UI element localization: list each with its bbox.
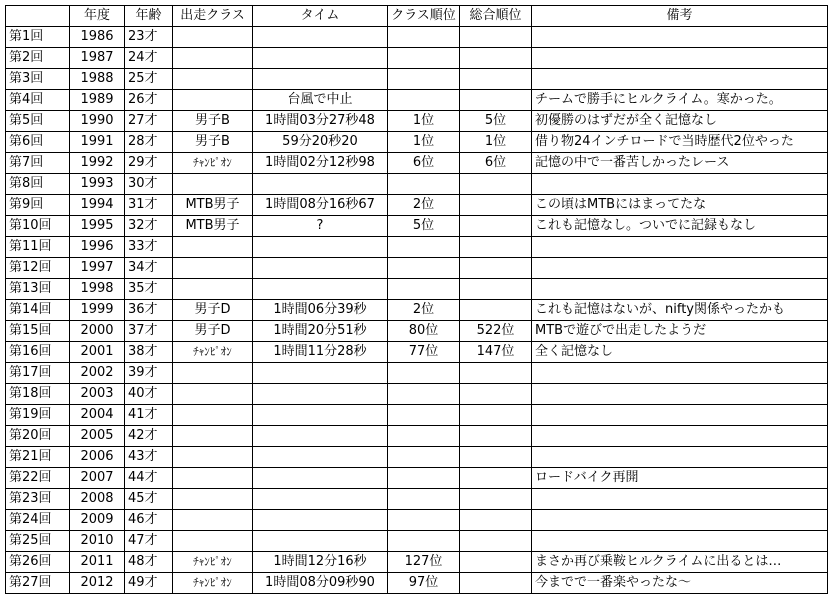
- edition-cell: 第21回: [6, 447, 70, 468]
- year-cell: 2010: [70, 531, 125, 552]
- time-cell: [253, 489, 388, 510]
- year-cell: 2008: [70, 489, 125, 510]
- class-rank-cell: [388, 258, 460, 279]
- overall-rank-cell: [460, 174, 532, 195]
- class-cell: ﾁｬﾝﾋﾟｵﾝ: [173, 153, 253, 174]
- overall-rank-cell: [460, 90, 532, 111]
- time-cell: 59分20秒20: [253, 132, 388, 153]
- age-cell: 31才: [125, 195, 173, 216]
- overall-rank-cell: [460, 573, 532, 594]
- notes-cell: [532, 69, 828, 90]
- year-cell: 2005: [70, 426, 125, 447]
- notes-cell: 初優勝のはずだが全く記憶なし: [532, 111, 828, 132]
- edition-cell: 第24回: [6, 510, 70, 531]
- age-cell: 49才: [125, 573, 173, 594]
- class-cell: [173, 426, 253, 447]
- overall-rank-cell: [460, 195, 532, 216]
- edition-cell: 第12回: [6, 258, 70, 279]
- overall-rank-cell: [460, 258, 532, 279]
- table-row: [6, 447, 828, 468]
- year-cell: 1995: [70, 216, 125, 237]
- edition-cell: 第15回: [6, 321, 70, 342]
- age-cell: 32才: [125, 216, 173, 237]
- class-rank-header: クラス順位: [388, 6, 460, 27]
- time-cell: [253, 174, 388, 195]
- time-cell: [253, 384, 388, 405]
- notes-cell: ロードバイク再開: [532, 468, 828, 489]
- class-cell: [173, 90, 253, 111]
- age-cell: 42才: [125, 426, 173, 447]
- edition-cell: 第22回: [6, 468, 70, 489]
- age-cell: 40才: [125, 384, 173, 405]
- corner-header: [6, 6, 70, 27]
- overall-rank-cell: [460, 426, 532, 447]
- age-cell: 25才: [125, 69, 173, 90]
- year-cell: 1992: [70, 153, 125, 174]
- class-cell: ﾁｬﾝﾋﾟｵﾝ: [173, 552, 253, 573]
- class-rank-cell: [388, 531, 460, 552]
- year-cell: 1988: [70, 69, 125, 90]
- year-cell: 2007: [70, 468, 125, 489]
- time-cell: [253, 279, 388, 300]
- class-rank-cell: [388, 90, 460, 111]
- year-cell: 2011: [70, 552, 125, 573]
- class-cell: [173, 237, 253, 258]
- notes-cell: [532, 510, 828, 531]
- year-cell: 2006: [70, 447, 125, 468]
- time-cell: 1時間12分16秒: [253, 552, 388, 573]
- edition-cell: 第27回: [6, 573, 70, 594]
- time-cell: [253, 27, 388, 48]
- notes-cell: [532, 48, 828, 69]
- overall-rank-cell: 6位: [460, 153, 532, 174]
- table-row: [6, 342, 828, 363]
- age-cell: 47才: [125, 531, 173, 552]
- table-row: [6, 237, 828, 258]
- notes-cell: この頃はMTBにはまってたな: [532, 195, 828, 216]
- class-cell: 男子B: [173, 111, 253, 132]
- class-rank-cell: 2位: [388, 195, 460, 216]
- class-rank-cell: [388, 69, 460, 90]
- class-rank-cell: 97位: [388, 573, 460, 594]
- year-cell: 1996: [70, 237, 125, 258]
- table-row: [6, 258, 828, 279]
- class-rank-cell: [388, 279, 460, 300]
- table-row: [6, 27, 828, 48]
- notes-cell: 借り物24インチロードで当時歴代2位やった: [532, 132, 828, 153]
- time-cell: 1時間03分27秒48: [253, 111, 388, 132]
- table-row: [6, 195, 828, 216]
- edition-cell: 第14回: [6, 300, 70, 321]
- age-header: 年齢: [125, 6, 173, 27]
- time-cell: [253, 405, 388, 426]
- age-cell: 48才: [125, 552, 173, 573]
- overall-rank-cell: 1位: [460, 132, 532, 153]
- year-cell: 1989: [70, 90, 125, 111]
- time-cell: 台風で中止: [253, 90, 388, 111]
- race-history-table: [5, 5, 828, 594]
- year-cell: 2003: [70, 384, 125, 405]
- year-cell: 2012: [70, 573, 125, 594]
- edition-cell: 第18回: [6, 384, 70, 405]
- overall-rank-cell: [460, 552, 532, 573]
- year-cell: 2001: [70, 342, 125, 363]
- table-row: [6, 300, 828, 321]
- edition-cell: 第7回: [6, 153, 70, 174]
- class-cell: [173, 363, 253, 384]
- year-cell: 1987: [70, 48, 125, 69]
- age-cell: 44才: [125, 468, 173, 489]
- class-header: 出走クラス: [173, 6, 253, 27]
- age-cell: 35才: [125, 279, 173, 300]
- class-cell: 男子B: [173, 132, 253, 153]
- edition-cell: 第3回: [6, 69, 70, 90]
- class-cell: [173, 531, 253, 552]
- overall-rank-cell: [460, 279, 532, 300]
- class-rank-cell: 127位: [388, 552, 460, 573]
- class-cell: [173, 27, 253, 48]
- table-row: [6, 531, 828, 552]
- edition-cell: 第23回: [6, 489, 70, 510]
- year-cell: 2002: [70, 363, 125, 384]
- time-cell: [253, 531, 388, 552]
- time-cell: [253, 510, 388, 531]
- class-cell: [173, 279, 253, 300]
- overall-rank-cell: 5位: [460, 111, 532, 132]
- edition-cell: 第1回: [6, 27, 70, 48]
- class-rank-cell: 6位: [388, 153, 460, 174]
- time-cell: [253, 48, 388, 69]
- class-cell: 男子D: [173, 300, 253, 321]
- age-cell: 39才: [125, 363, 173, 384]
- class-cell: ﾁｬﾝﾋﾟｵﾝ: [173, 573, 253, 594]
- edition-cell: 第20回: [6, 426, 70, 447]
- class-cell: [173, 489, 253, 510]
- year-cell: 1994: [70, 195, 125, 216]
- overall-rank-cell: [460, 300, 532, 321]
- overall-rank-cell: [460, 216, 532, 237]
- age-cell: 26才: [125, 90, 173, 111]
- edition-cell: 第11回: [6, 237, 70, 258]
- notes-cell: 記憶の中で一番苦しかったレース: [532, 153, 828, 174]
- year-cell: 1997: [70, 258, 125, 279]
- overall-rank-cell: [460, 363, 532, 384]
- table-row: [6, 363, 828, 384]
- table-row: [6, 132, 828, 153]
- table-row: [6, 111, 828, 132]
- time-cell: 1時間08分16秒67: [253, 195, 388, 216]
- class-cell: [173, 69, 253, 90]
- notes-cell: 全く記憶なし: [532, 342, 828, 363]
- class-rank-cell: 1位: [388, 132, 460, 153]
- notes-cell: [532, 174, 828, 195]
- year-cell: 2009: [70, 510, 125, 531]
- table-row: [6, 510, 828, 531]
- overall-rank-cell: [460, 531, 532, 552]
- class-cell: MTB男子: [173, 195, 253, 216]
- overall-rank-cell: 147位: [460, 342, 532, 363]
- year-cell: 1998: [70, 279, 125, 300]
- age-cell: 45才: [125, 489, 173, 510]
- table-row: [6, 48, 828, 69]
- class-rank-cell: [388, 174, 460, 195]
- class-rank-cell: [388, 489, 460, 510]
- age-cell: 34才: [125, 258, 173, 279]
- notes-cell: [532, 384, 828, 405]
- age-cell: 33才: [125, 237, 173, 258]
- age-cell: 46才: [125, 510, 173, 531]
- notes-cell: MTBで遊びで出走したようだ: [532, 321, 828, 342]
- time-cell: 1時間08分09秒90: [253, 573, 388, 594]
- class-rank-cell: [388, 384, 460, 405]
- class-cell: 男子D: [173, 321, 253, 342]
- table-row: [6, 426, 828, 447]
- notes-cell: [532, 405, 828, 426]
- age-cell: 41才: [125, 405, 173, 426]
- class-rank-cell: [388, 237, 460, 258]
- overall-rank-cell: [460, 447, 532, 468]
- class-rank-cell: [388, 447, 460, 468]
- age-cell: 37才: [125, 321, 173, 342]
- table-row: [6, 489, 828, 510]
- edition-cell: 第8回: [6, 174, 70, 195]
- header-row: [6, 6, 828, 27]
- notes-cell: [532, 258, 828, 279]
- notes-cell: [532, 447, 828, 468]
- time-cell: [253, 237, 388, 258]
- overall-rank-cell: [460, 384, 532, 405]
- notes-cell: [532, 279, 828, 300]
- table-row: [6, 90, 828, 111]
- notes-cell: [532, 27, 828, 48]
- table-row: [6, 405, 828, 426]
- notes-cell: [532, 237, 828, 258]
- time-cell: [253, 447, 388, 468]
- time-cell: 1時間20分51秒: [253, 321, 388, 342]
- overall-rank-cell: [460, 489, 532, 510]
- time-cell: 1時間02分12秒98: [253, 153, 388, 174]
- year-cell: 1990: [70, 111, 125, 132]
- edition-cell: 第26回: [6, 552, 70, 573]
- notes-cell: [532, 426, 828, 447]
- table-row: [6, 552, 828, 573]
- year-cell: 2000: [70, 321, 125, 342]
- notes-cell: チームで勝手にヒルクライム。寒かった。: [532, 90, 828, 111]
- time-cell: [253, 69, 388, 90]
- edition-cell: 第17回: [6, 363, 70, 384]
- edition-cell: 第16回: [6, 342, 70, 363]
- overall-rank-cell: [460, 468, 532, 489]
- age-cell: 29才: [125, 153, 173, 174]
- notes-cell: 今までで一番楽やったな～: [532, 573, 828, 594]
- age-cell: 36才: [125, 300, 173, 321]
- overall-rank-cell: [460, 510, 532, 531]
- year-cell: 1993: [70, 174, 125, 195]
- notes-header: 備考: [532, 6, 828, 27]
- overall-rank-header: 総合順位: [460, 6, 532, 27]
- notes-cell: これも記憶はないが、nifty関係やったかも: [532, 300, 828, 321]
- class-cell: ﾁｬﾝﾋﾟｵﾝ: [173, 342, 253, 363]
- class-rank-cell: [388, 27, 460, 48]
- class-cell: [173, 510, 253, 531]
- table-body: [6, 27, 828, 594]
- class-cell: [173, 447, 253, 468]
- age-cell: 28才: [125, 132, 173, 153]
- time-cell: [253, 468, 388, 489]
- edition-cell: 第19回: [6, 405, 70, 426]
- age-cell: 23才: [125, 27, 173, 48]
- edition-cell: 第6回: [6, 132, 70, 153]
- class-rank-cell: [388, 468, 460, 489]
- class-rank-cell: 1位: [388, 111, 460, 132]
- year-cell: 1999: [70, 300, 125, 321]
- time-header: タイム: [253, 6, 388, 27]
- class-rank-cell: 2位: [388, 300, 460, 321]
- class-rank-cell: 80位: [388, 321, 460, 342]
- overall-rank-cell: [460, 237, 532, 258]
- time-cell: 1時間11分28秒: [253, 342, 388, 363]
- year-cell: 2004: [70, 405, 125, 426]
- overall-rank-cell: [460, 48, 532, 69]
- table-row: [6, 69, 828, 90]
- edition-cell: 第10回: [6, 216, 70, 237]
- class-cell: [173, 384, 253, 405]
- age-cell: 30才: [125, 174, 173, 195]
- table-row: [6, 321, 828, 342]
- table-row: [6, 174, 828, 195]
- table-row: [6, 468, 828, 489]
- overall-rank-cell: 522位: [460, 321, 532, 342]
- year-header: 年度: [70, 6, 125, 27]
- edition-cell: 第5回: [6, 111, 70, 132]
- edition-cell: 第13回: [6, 279, 70, 300]
- time-cell: ?: [253, 216, 388, 237]
- overall-rank-cell: [460, 69, 532, 90]
- notes-cell: [532, 363, 828, 384]
- edition-cell: 第4回: [6, 90, 70, 111]
- table-row: [6, 153, 828, 174]
- notes-cell: [532, 489, 828, 510]
- class-rank-cell: [388, 426, 460, 447]
- year-cell: 1986: [70, 27, 125, 48]
- class-cell: [173, 405, 253, 426]
- age-cell: 38才: [125, 342, 173, 363]
- class-cell: MTB男子: [173, 216, 253, 237]
- table-row: [6, 384, 828, 405]
- table-row: [6, 216, 828, 237]
- notes-cell: [532, 531, 828, 552]
- class-cell: [173, 174, 253, 195]
- class-rank-cell: [388, 405, 460, 426]
- time-cell: 1時間06分39秒: [253, 300, 388, 321]
- class-cell: [173, 258, 253, 279]
- edition-cell: 第25回: [6, 531, 70, 552]
- age-cell: 24才: [125, 48, 173, 69]
- table-row: [6, 573, 828, 594]
- class-rank-cell: 77位: [388, 342, 460, 363]
- notes-cell: まさか再び乗鞍ヒルクライムに出るとは…: [532, 552, 828, 573]
- notes-cell: これも記憶なし。ついでに記録もなし: [532, 216, 828, 237]
- class-rank-cell: [388, 363, 460, 384]
- class-cell: [173, 48, 253, 69]
- class-rank-cell: [388, 48, 460, 69]
- class-rank-cell: 5位: [388, 216, 460, 237]
- edition-cell: 第2回: [6, 48, 70, 69]
- time-cell: [253, 258, 388, 279]
- class-cell: [173, 468, 253, 489]
- time-cell: [253, 426, 388, 447]
- class-rank-cell: [388, 510, 460, 531]
- age-cell: 43才: [125, 447, 173, 468]
- overall-rank-cell: [460, 405, 532, 426]
- table-row: [6, 279, 828, 300]
- edition-cell: 第9回: [6, 195, 70, 216]
- overall-rank-cell: [460, 27, 532, 48]
- year-cell: 1991: [70, 132, 125, 153]
- time-cell: [253, 363, 388, 384]
- age-cell: 27才: [125, 111, 173, 132]
